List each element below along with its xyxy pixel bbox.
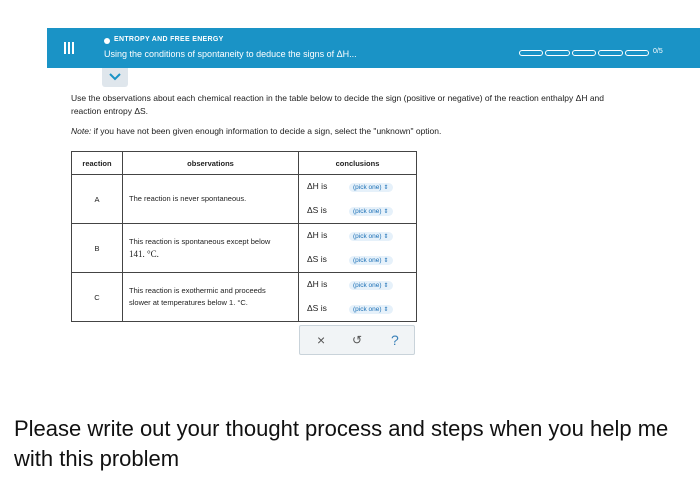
help-icon[interactable]: ? [391, 332, 399, 348]
select-value: (pick one) [353, 257, 382, 264]
menu-icon[interactable] [61, 40, 77, 56]
progress-count: 0/5 [653, 48, 663, 55]
instructions-line-2: reaction entropy ΔS. [71, 106, 149, 116]
reaction-table [71, 151, 417, 322]
expand-toggle[interactable] [102, 68, 128, 87]
user-request-text: Please write out your thought process and steps when you help me with this problem [14, 416, 669, 471]
table-row [72, 224, 417, 273]
clear-icon[interactable]: × [317, 332, 326, 348]
observation-cell [123, 224, 299, 273]
delta-h-label: ΔH is [307, 181, 328, 191]
delta-h-select[interactable] [349, 232, 393, 241]
delta-s-row [307, 254, 343, 264]
delta-s-row [307, 303, 343, 313]
conclusion-cell [299, 175, 417, 224]
progress-segment [519, 50, 543, 56]
header-observations: observations [123, 152, 299, 175]
delta-s-label: ΔS is [307, 303, 327, 313]
observation-line: The reaction is never spontaneous. [129, 194, 247, 203]
observation-cell [123, 273, 299, 322]
chevron-down-icon [109, 73, 121, 81]
table-row [72, 175, 417, 224]
answer-action-bar [299, 325, 415, 355]
section-label: ENTROPY AND FREE ENERGY [114, 36, 224, 43]
delta-h-row [307, 230, 343, 240]
page-title: Using the conditions of spontaneity to deduce the signs of ΔH... [104, 49, 357, 59]
table-row [72, 273, 417, 322]
header-reaction: reaction [72, 152, 123, 175]
top-bar [47, 28, 700, 68]
delta-s-select[interactable] [349, 305, 393, 314]
conclusion-cell [299, 224, 417, 273]
observation-cell [123, 175, 299, 224]
delta-s-row [307, 205, 343, 215]
topic-icon [104, 38, 110, 44]
delta-h-row [307, 181, 343, 191]
select-arrows-icon: ⇕ [383, 185, 389, 191]
delta-h-label: ΔH is [307, 279, 328, 289]
select-value: (pick one) [353, 184, 382, 191]
select-arrows-icon: ⇕ [383, 234, 389, 240]
reaction-id: A [72, 175, 123, 224]
delta-h-select[interactable] [349, 183, 393, 192]
delta-h-row [307, 279, 343, 289]
reaction-id: C [72, 273, 123, 322]
undo-icon[interactable]: ↺ [352, 333, 363, 347]
delta-h-select[interactable] [349, 281, 393, 290]
select-arrows-icon: ⇕ [383, 307, 389, 313]
instructions [71, 92, 696, 118]
instructions-line-1: Use the observations about each chemical reaction in the table below to decide the sign (positive or negative) of the reaction enthalpy ΔH and [71, 93, 604, 103]
conclusion-cell [299, 273, 417, 322]
select-arrows-icon: ⇕ [383, 283, 389, 289]
note-text: if you have not been given enough information to decide a sign, select the "unknown" option. [91, 126, 442, 136]
delta-s-label: ΔS is [307, 254, 327, 264]
header-conclusions: conclusions [299, 152, 417, 175]
delta-s-select[interactable] [349, 256, 393, 265]
select-arrows-icon: ⇕ [383, 209, 389, 215]
select-value: (pick one) [353, 306, 382, 313]
select-value: (pick one) [353, 282, 382, 289]
reaction-id: B [72, 224, 123, 273]
progress-segment [598, 50, 622, 56]
note [71, 126, 441, 136]
observation-line: This reaction is exothermic and proceeds [129, 286, 266, 295]
select-arrows-icon: ⇕ [383, 258, 389, 264]
observation-line: This reaction is spontaneous except below [129, 237, 271, 246]
delta-s-label: ΔS is [307, 205, 327, 215]
note-label: Note: [71, 126, 92, 136]
observation-line: 141. °C. [129, 249, 159, 259]
select-value: (pick one) [353, 208, 382, 215]
delta-h-label: ΔH is [307, 230, 328, 240]
progress-segment [572, 50, 596, 56]
progress-segment [545, 50, 569, 56]
progress-segment [625, 50, 649, 56]
select-value: (pick one) [353, 233, 382, 240]
progress-bar [519, 50, 649, 56]
observation-line: slower at temperatures below 1. °C. [129, 298, 248, 307]
delta-s-select[interactable] [349, 207, 393, 216]
